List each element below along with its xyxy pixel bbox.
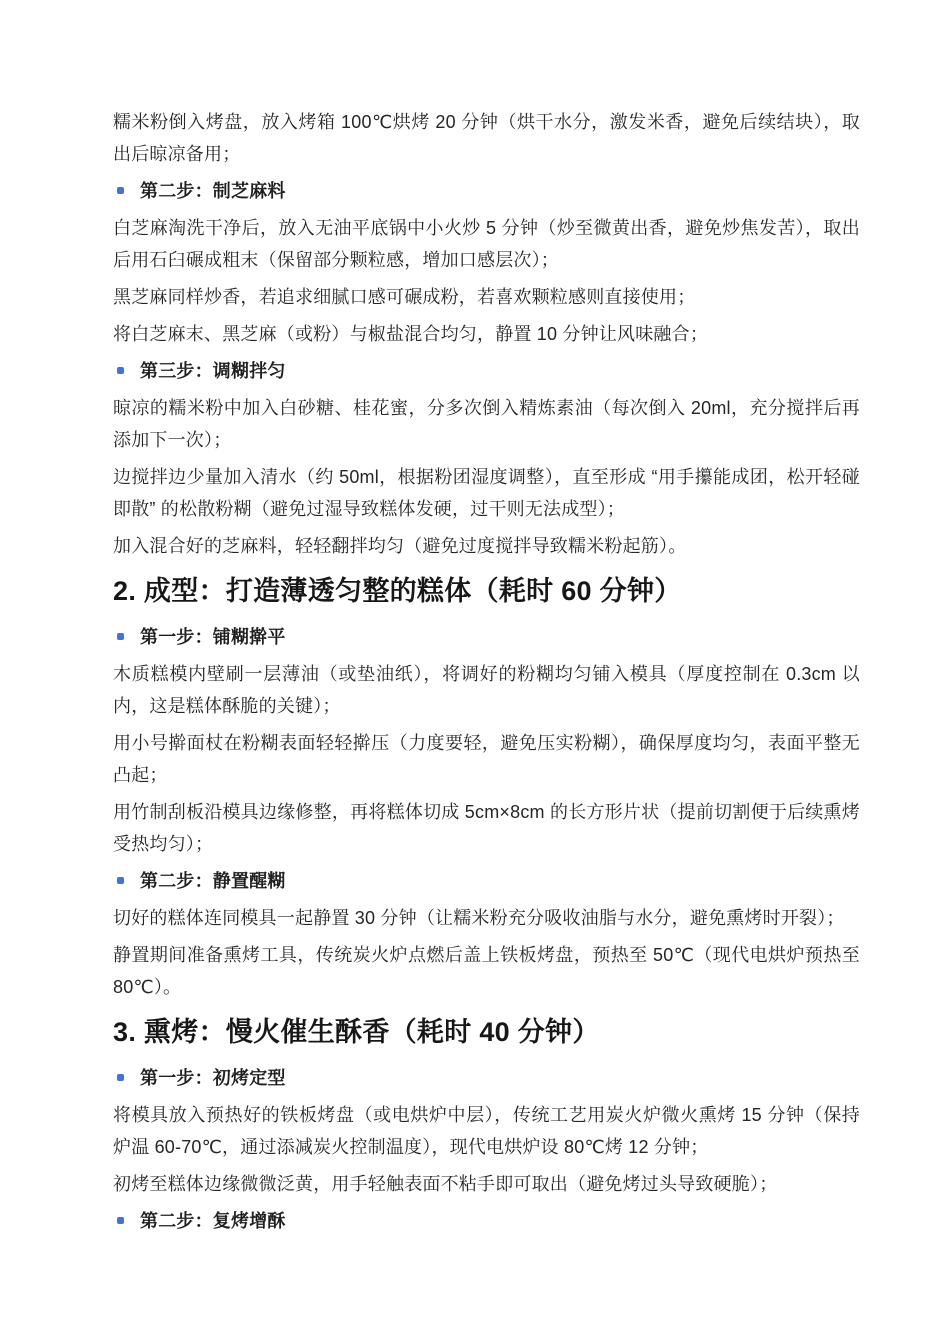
list-item [113, 865, 860, 897]
list-item [113, 621, 860, 653]
paragraph: 初烤至糕体边缘微微泛黄，用手轻触表面不粘手即可取出（避免烤过头导致硬脆）； [113, 1174, 778, 1194]
paragraph: 晾凉的糯米粉中加入白砂糖、桂花蜜，分多次倒入精炼素油（每次倒入 20ml，充分搅拌后再添加下一次）； [113, 398, 860, 450]
paragraph: 将白芝麻末、黑芝麻（或粉）与椒盐混合均匀，静置 10 分钟让风味融合； [113, 324, 709, 344]
bullet-dot-icon [117, 1074, 124, 1081]
paragraph: 白芝麻淘洗干净后，放入无油平底锅中小火炒 5 分钟（炒至微黄出香，避免炒焦发苦），取出后用石臼碾成粗末（保留部分颗粒感，增加口感层次）； [113, 218, 860, 270]
list-item-label: 第三步：调糊拌匀 [140, 361, 286, 381]
list-item [113, 1062, 860, 1094]
paragraph: 黑芝麻同样炒香，若追求细腻口感可碾成粉，若喜欢颗粒感则直接使用； [113, 287, 696, 307]
list-item-label: 第一步：初烤定型 [140, 1068, 286, 1088]
list-item-label: 第二步：制芝麻料 [140, 181, 286, 201]
section-heading: 3. 熏烤：慢火催生酥香（耗时 40 分钟） [113, 1017, 600, 1047]
bullet-dot-icon [117, 877, 124, 884]
paragraph: 边搅拌边少量加入清水（约 50ml，根据粉团湿度调整），直至形成 “用手攥能成团，松开轻碰即散” 的松散粉糊（避免过湿导致糕体发硬，过干则无法成型）； [113, 467, 860, 519]
paragraph: 糯米粉倒入烤盘，放入烤箱 100℃烘烤 20 分钟（烘干水分，激发米香，避免后续结块），取出后晾凉备用； [113, 112, 860, 164]
bullet-dot-icon [117, 187, 124, 194]
paragraph: 用竹制刮板沿模具边缘修整，再将糕体切成 5cm×8cm 的长方形片状（提前切割便于后续熏烤受热均匀）； [113, 802, 860, 854]
paragraph: 静置期间准备熏烤工具，传统炭火炉点燃后盖上铁板烤盘，预热至 50℃（现代电烘炉预热至 80℃）。 [113, 945, 860, 997]
paragraph: 将模具放入预热好的铁板烤盘（或电烘炉中层），传统工艺用炭火炉微火熏烤 15 分钟（保持炉温 60-70℃，通过添减炭火控制温度），现代电烘炉设 80℃烤 12 分钟； [113, 1105, 860, 1157]
bullet-dot-icon [117, 1217, 124, 1224]
list-item-label: 第一步：铺糊擀平 [140, 627, 286, 647]
paragraph: 切好的糕体连同模具一起静置 30 分钟（让糯米粉充分吸收油脂与水分，避免熏烤时开裂）； [113, 908, 845, 928]
bullet-dot-icon [117, 367, 124, 374]
list-item-label: 第二步：静置醒糊 [140, 871, 286, 891]
paragraph: 木质糕模内壁刷一层薄油（或垫油纸），将调好的粉糊均匀铺入模具（厚度控制在 0.3cm 以内，这是糕体酥脆的关键）； [113, 664, 860, 716]
list-item [113, 175, 860, 207]
list-item [113, 1205, 860, 1237]
section-heading: 2. 成型：打造薄透匀整的糕体（耗时 60 分钟） [113, 576, 682, 606]
list-item-label: 第二步：复烤增酥 [140, 1211, 286, 1231]
paragraph: 用小号擀面杖在粉糊表面轻轻擀压（力度要轻，避免压实粉糊），确保厚度均匀，表面平整无凸起； [113, 733, 860, 785]
list-item [113, 355, 860, 387]
bullet-dot-icon [117, 633, 124, 640]
paragraph: 加入混合好的芝麻料，轻轻翻拌均匀（避免过度搅拌导致糯米粉起筋）。 [113, 536, 687, 556]
